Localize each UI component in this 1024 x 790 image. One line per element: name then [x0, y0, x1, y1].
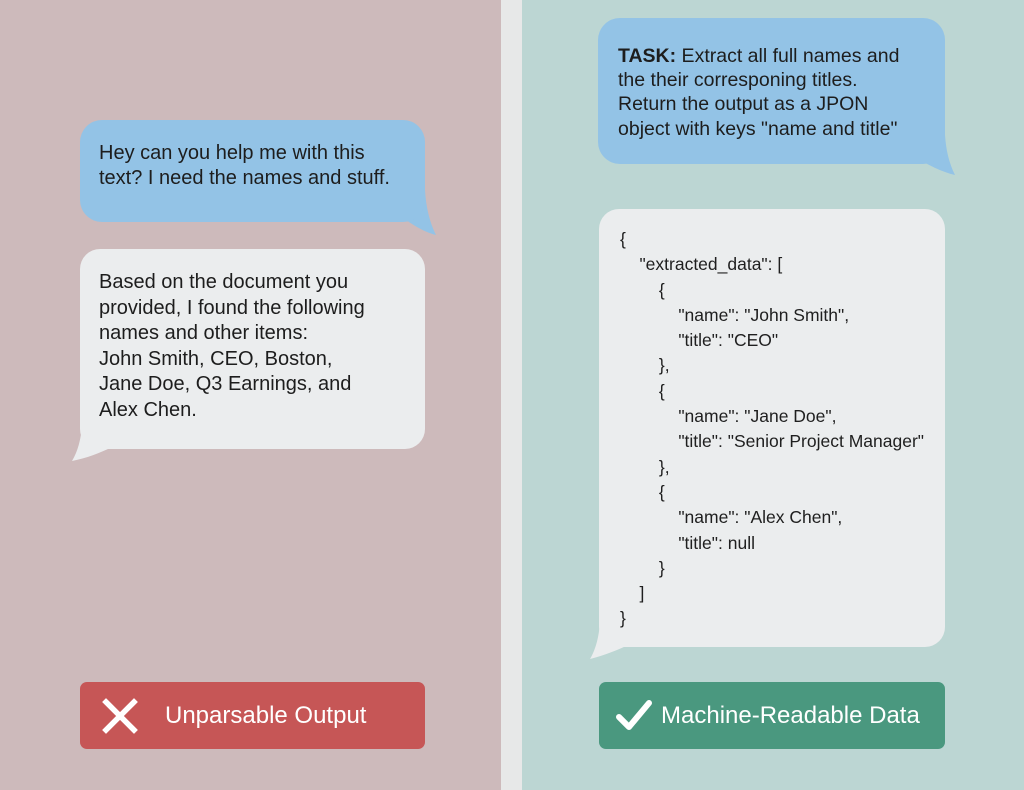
json-line: "name": "John Smith",: [620, 304, 850, 325]
vague-reply-line: Based on the document you: [99, 271, 349, 293]
json-line: },: [620, 355, 670, 376]
vague-reply-line: Jane Doe, Q3 Earnings, and: [99, 373, 352, 395]
json-line: "title": "Senior Project Manager": [620, 431, 924, 452]
task-label: TASK:: [618, 45, 677, 67]
x-icon: [102, 698, 138, 734]
json-line: }: [620, 608, 626, 629]
panel-divider: [501, 0, 522, 790]
json-line: "name": "Alex Chen",: [620, 507, 843, 528]
json-line: },: [620, 456, 670, 477]
task-prompt-bubble: [598, 18, 945, 164]
user-request-bubble: [80, 120, 425, 222]
machine-readable-data-label: Machine-Readable Data: [661, 701, 920, 729]
unparsable-output-label: Unparsable Output: [165, 701, 367, 729]
checkmark-icon: [615, 699, 653, 733]
vague-reply-line: Alex Chen.: [99, 398, 197, 421]
task-prompt-line: [618, 44, 931, 68]
json-line: {: [620, 229, 626, 249]
vague-reply-line: names and other items:: [99, 322, 308, 344]
json-line: {: [620, 279, 665, 300]
json-line: ]: [620, 583, 645, 604]
json-line: {: [620, 380, 665, 401]
unparsable-output-badge: [80, 682, 425, 749]
task-prompt-line: Return the output as a JPON: [618, 93, 869, 116]
task-prompt-line: object with keys "name and title": [618, 117, 898, 140]
vague-reply-bubble: [80, 249, 425, 449]
vague-reply-line: provided, I found the following: [99, 296, 365, 319]
vague-reply-line: John Smith, CEO, Boston,: [99, 347, 333, 370]
json-line: "title": null: [620, 532, 755, 553]
json-line: {: [620, 481, 665, 502]
json-line: "name": "Jane Doe",: [620, 406, 837, 427]
user-request-text: Hey can you help me with this text? I need the names and stuff.: [99, 142, 390, 189]
task-prompt-line-rest: Extract all full names and: [676, 45, 900, 67]
json-line: "extracted_data": [: [620, 254, 783, 275]
json-line: }: [620, 557, 665, 578]
json-output-bubble: [599, 209, 945, 647]
machine-readable-data-badge: [599, 682, 945, 749]
task-prompt-line: the their corresponing titles.: [618, 69, 858, 92]
json-line: "title": "CEO": [620, 330, 779, 351]
